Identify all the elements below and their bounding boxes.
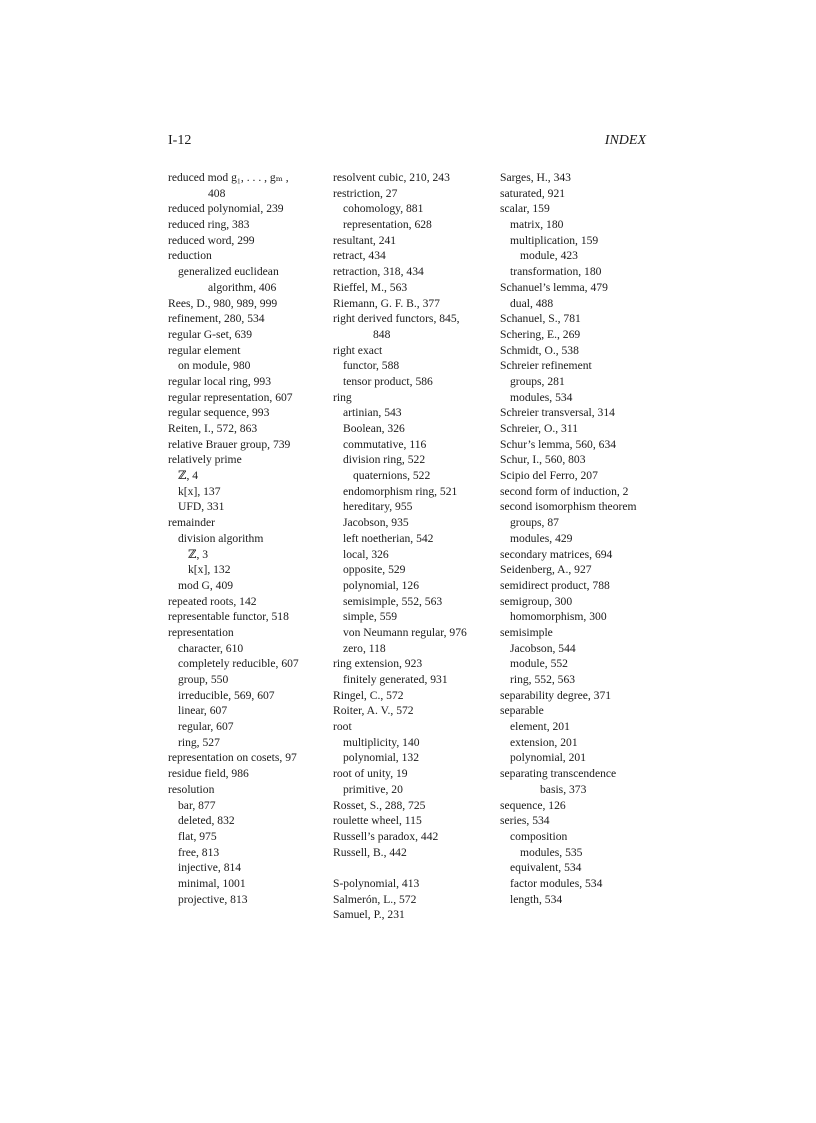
index-entry: extension, 201 bbox=[510, 735, 578, 749]
index-entry: zero, 118 bbox=[343, 641, 386, 655]
index-entry: local, 326 bbox=[343, 547, 389, 561]
index-entry: endomorphism ring, 521 bbox=[343, 484, 458, 498]
index-entry: resolvent cubic, 210, 243 bbox=[333, 171, 450, 184]
index-entry: tensor product, 586 bbox=[343, 374, 433, 388]
index-entry: polynomial, 126 bbox=[343, 578, 419, 592]
index-entry: ring extension, 923 bbox=[333, 657, 423, 671]
index-entry: residue field, 986 bbox=[168, 767, 249, 781]
index-entry: k[x], 137 bbox=[178, 484, 221, 498]
index-entry: Rees, D., 980, 989, 999 bbox=[168, 296, 278, 310]
index-entry: restriction, 27 bbox=[333, 186, 398, 200]
index-entry: Jacobson, 935 bbox=[343, 516, 409, 530]
index-entry: groups, 87 bbox=[510, 516, 559, 530]
index-entry: ℤ, 3 bbox=[188, 547, 209, 561]
index-entry: division ring, 522 bbox=[343, 453, 426, 467]
index-entry: repeated roots, 142 bbox=[168, 594, 257, 608]
index-entry: dual, 488 bbox=[510, 296, 554, 310]
index-entry bbox=[333, 860, 500, 876]
index-entry: simple, 559 bbox=[343, 610, 398, 624]
index-entry: generalized euclidean bbox=[178, 265, 279, 279]
index-entry: multiplication, 159 bbox=[510, 233, 599, 247]
index-entry: k[x], 132 bbox=[188, 563, 231, 577]
index-entry: second form of induction, 2 bbox=[500, 484, 629, 498]
index-entry: quaternions, 522 bbox=[353, 469, 431, 483]
index-entry: bar, 877 bbox=[178, 798, 216, 812]
index-entry: separating transcendence bbox=[500, 767, 617, 781]
index-entry: regular local ring, 993 bbox=[168, 374, 272, 388]
index-entry: secondary matrices, 694 bbox=[500, 547, 613, 561]
index-entry: Roiter, A. V., 572 bbox=[333, 704, 414, 718]
index-entry: Schmidt, O., 538 bbox=[500, 343, 579, 357]
index-entry: on module, 980 bbox=[178, 359, 251, 373]
index-entry: representation, 628 bbox=[343, 218, 432, 232]
index-entry: 848 bbox=[373, 327, 391, 341]
index-entry: free, 813 bbox=[178, 845, 220, 859]
index-entry: Reiten, I., 572, 863 bbox=[168, 422, 258, 435]
index-entry: retract, 434 bbox=[333, 249, 386, 263]
index-entry: Samuel, P., 231 bbox=[333, 908, 405, 922]
index-entry: reduced word, 299 bbox=[168, 233, 255, 247]
index-entry: Ringel, C., 572 bbox=[333, 688, 404, 702]
index-entry: Russell, B., 442 bbox=[333, 845, 407, 859]
index-entry: S-polynomial, 413 bbox=[333, 876, 420, 890]
index-entry: representation on cosets, 97 bbox=[168, 751, 297, 765]
index-entry: Schur, I., 560, 803 bbox=[500, 453, 586, 467]
index-entry: Schering, E., 269 bbox=[500, 327, 581, 341]
index-entry: relative Brauer group, 739 bbox=[168, 437, 291, 451]
index-entry: regular sequence, 993 bbox=[168, 406, 270, 420]
index-entry: linear, 607 bbox=[178, 704, 228, 718]
index-entry: irreducible, 569, 607 bbox=[178, 688, 275, 702]
index-entry: minimal, 1001 bbox=[178, 876, 246, 890]
index-column-3 bbox=[500, 170, 660, 907]
index-entry: artinian, 543 bbox=[343, 406, 402, 420]
index-entry: 408 bbox=[208, 186, 226, 200]
index-entry: reduced ring, 383 bbox=[168, 218, 250, 232]
index-entry: roulette wheel, 115 bbox=[333, 814, 422, 828]
index-entry: deleted, 832 bbox=[178, 814, 235, 828]
index-entry: Boolean, 326 bbox=[343, 422, 405, 435]
index-entry: left noetherian, 542 bbox=[343, 531, 434, 545]
index-entry: factor modules, 534 bbox=[510, 876, 603, 890]
index-entry: separable bbox=[500, 704, 544, 718]
index-entry: finitely generated, 931 bbox=[343, 673, 448, 686]
index-entry: functor, 588 bbox=[343, 359, 400, 373]
index-entry: Schreier refinement bbox=[500, 359, 592, 373]
index-entry: modules, 429 bbox=[510, 531, 573, 545]
running-title: INDEX bbox=[604, 133, 646, 148]
index-entry: UFD, 331 bbox=[178, 500, 225, 514]
index-entry: group, 550 bbox=[178, 673, 229, 686]
index-entry: semisimple, 552, 563 bbox=[343, 594, 443, 608]
index-entry: ring, 552, 563 bbox=[510, 673, 576, 686]
index-entry: regular element bbox=[168, 343, 241, 357]
index-entry: Schreier, O., 311 bbox=[500, 422, 578, 435]
index-entry: flat, 975 bbox=[178, 829, 217, 843]
index-entry: Rieffel, M., 563 bbox=[333, 280, 408, 294]
page-number: I-12 bbox=[168, 133, 192, 148]
index-entry: Scipio del Ferro, 207 bbox=[500, 469, 598, 483]
index-entry: saturated, 921 bbox=[500, 186, 566, 200]
index-entry: Salmerón, L., 572 bbox=[333, 892, 417, 906]
index-entry: Rosset, S., 288, 725 bbox=[333, 798, 426, 812]
page-header bbox=[168, 133, 646, 151]
index-entry: reduced polynomial, 239 bbox=[168, 202, 284, 216]
index-entry: remainder bbox=[168, 516, 215, 530]
index-entry: Schanuel’s lemma, 479 bbox=[500, 280, 608, 294]
index-entry: multiplicity, 140 bbox=[343, 735, 420, 749]
index-entry: right exact bbox=[333, 343, 383, 357]
index-entry: resultant, 241 bbox=[333, 233, 397, 247]
index-entry: module, 552 bbox=[510, 657, 568, 671]
index-entry: representation bbox=[168, 625, 234, 639]
index-entry: opposite, 529 bbox=[343, 563, 406, 577]
index-entry: right derived functors, 845, bbox=[333, 312, 460, 326]
index-entry: projective, 813 bbox=[178, 892, 248, 906]
index-entry: Schur’s lemma, 560, 634 bbox=[500, 437, 617, 451]
index-entry: sequence, 126 bbox=[500, 798, 566, 812]
index-entry: transformation, 180 bbox=[510, 265, 602, 279]
index-entry: regular, 607 bbox=[178, 720, 234, 734]
index-entry: division algorithm bbox=[178, 531, 264, 545]
index-entry: Riemann, G. F. B., 377 bbox=[333, 296, 440, 310]
index-entry: reduced mod g₁, . . . , gₘ , bbox=[168, 171, 289, 184]
index-entry: Sarges, H., 343 bbox=[500, 171, 571, 184]
index-entry: regular representation, 607 bbox=[168, 390, 293, 404]
index-entry: character, 610 bbox=[178, 641, 244, 655]
index-column-2 bbox=[333, 170, 500, 923]
index-entry: ring, 527 bbox=[178, 735, 220, 749]
index-entry: equivalent, 534 bbox=[510, 861, 582, 875]
index-entry: completely reducible, 607 bbox=[178, 657, 299, 671]
index-entry: root bbox=[333, 720, 352, 734]
index-entry: hereditary, 955 bbox=[343, 500, 413, 514]
index-entry: von Neumann regular, 976 bbox=[343, 625, 467, 639]
index-entry: Schreier transversal, 314 bbox=[500, 406, 615, 420]
index-entry: element, 201 bbox=[510, 720, 570, 734]
index-entry: polynomial, 201 bbox=[510, 751, 586, 765]
index-entry: algorithm, 406 bbox=[208, 280, 277, 294]
index-entry: Jacobson, 544 bbox=[510, 641, 576, 655]
index-entry: regular G-set, 639 bbox=[168, 327, 253, 341]
index-entry: homomorphism, 300 bbox=[510, 610, 607, 624]
index-entry: relatively prime bbox=[168, 453, 242, 467]
index-entry: groups, 281 bbox=[510, 374, 565, 388]
index-entry: Schanuel, S., 781 bbox=[500, 312, 581, 326]
index-entry: cohomology, 881 bbox=[343, 202, 424, 216]
index-entry: composition bbox=[510, 829, 568, 843]
index-entry: modules, 534 bbox=[510, 390, 573, 404]
index-entry: matrix, 180 bbox=[510, 218, 564, 232]
index-entry: commutative, 116 bbox=[343, 437, 427, 451]
index-entry: module, 423 bbox=[520, 249, 578, 263]
index-entry: primitive, 20 bbox=[343, 782, 403, 796]
index-entry: retraction, 318, 434 bbox=[333, 265, 424, 279]
index-entry: basis, 373 bbox=[540, 782, 587, 796]
index-entry: semisimple bbox=[500, 625, 553, 639]
index-entry: modules, 535 bbox=[520, 845, 583, 859]
index-entry: root of unity, 19 bbox=[333, 767, 408, 781]
index-entry: second isomorphism theorem bbox=[500, 500, 637, 514]
index-entry: resolution bbox=[168, 782, 215, 796]
index-entry: mod G, 409 bbox=[178, 578, 234, 592]
index-entry: series, 534 bbox=[500, 814, 550, 828]
index-entry: reduction bbox=[168, 249, 212, 263]
index-entry: ring bbox=[333, 390, 352, 404]
index-entry: injective, 814 bbox=[178, 861, 242, 875]
index-entry: refinement, 280, 534 bbox=[168, 312, 265, 326]
index-entry: separability degree, 371 bbox=[500, 688, 612, 702]
index-column-1 bbox=[168, 170, 333, 907]
index-entry: representable functor, 518 bbox=[168, 610, 289, 624]
index-entry: Russell’s paradox, 442 bbox=[333, 829, 439, 843]
index-entry: scalar, 159 bbox=[500, 202, 550, 216]
index-entry: length, 534 bbox=[510, 892, 563, 906]
index-entry: polynomial, 132 bbox=[343, 751, 419, 765]
index-entry: semidirect product, 788 bbox=[500, 578, 610, 592]
index-entry: semigroup, 300 bbox=[500, 594, 573, 608]
index-entry: Seidenberg, A., 927 bbox=[500, 563, 592, 577]
index-entry: ℤ, 4 bbox=[178, 469, 199, 483]
